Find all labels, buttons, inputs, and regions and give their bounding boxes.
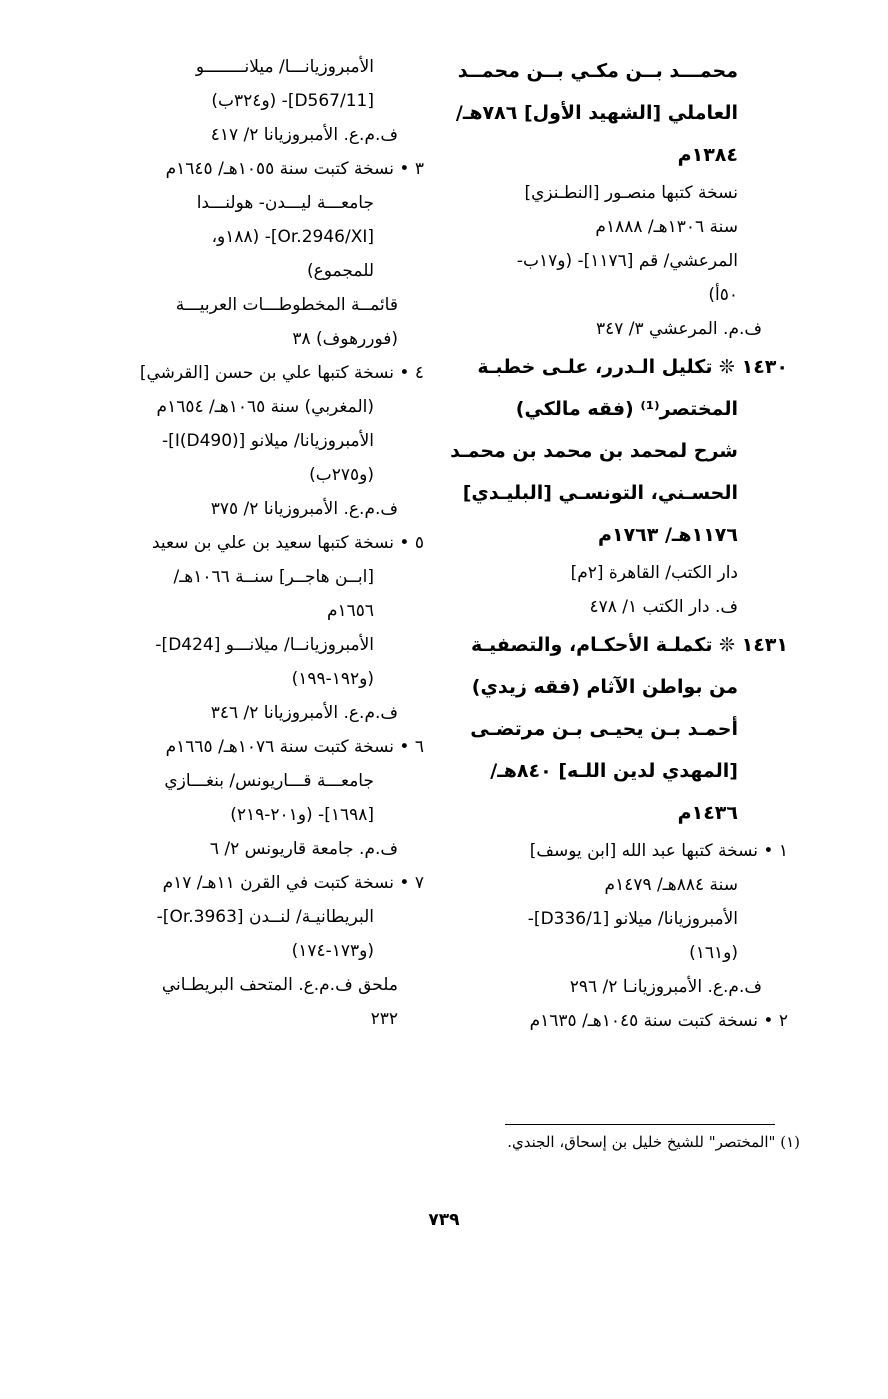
left-column-line: ملحق ف.م.ع. المتحف البريطـاني [161,975,398,995]
left-column-line: ٢٣٢ [370,1009,398,1029]
left-column-line: الأمبروزيانـــا/ ميلانــــــــو [195,57,374,77]
left-column-line: (فوررهوف) ٣٨ [292,329,398,349]
right-column-line: (و١٦١) [689,943,738,963]
left-column-line: ٣ • نسخة كتبت سنة ١٠٥٥هـ/ ١٦٤٥م [165,159,424,179]
left-column-line: للمجموع) [307,261,374,281]
left-column-line: ف.م.ع. الأمبروزيانا ٢/ ٤١٧ [210,125,398,145]
right-column-line: ٥٠أ) [708,285,738,305]
right-column [450,50,788,1038]
left-column-line: [١٦٩٨]- (و٢٠١-٢١٩) [230,805,374,825]
left-column-line: ف.م.ع. الأمبروزيانا ٢/ ٣٤٦ [210,703,398,723]
right-column-line: شرح لمحمد بن محمد بن محمـد [450,440,738,462]
right-column-line: ١ • نسخة كتبها عبد الله [ابن يوسف] [529,841,788,861]
left-column-line: [D567/11]- (و٣٢٤ب) [211,91,374,111]
right-column-line: ١٤٣١ ❊ تكملـة الأحكـام، والتصفيـة [470,634,788,656]
right-column-line: ١٣٨٤م [677,144,738,166]
right-column-line: الحسـني، التونسـي [البليـدي] [462,482,738,504]
left-column-line: (و١٧٣-١٧٤) [291,941,374,961]
page-number: ٧٣٩ [428,1210,460,1230]
right-column-line: أحمـد بـن يحيـى بـن مرتضـى [470,718,738,740]
right-column-line: من بواطن الآثام (فقه زيدي) [471,676,738,698]
right-column-line: سنة ٨٨٤هـ/ ١٤٧٩م [604,875,738,895]
left-column-line: ف.م. جامعة قاريونس ٢/ ٦ [209,839,398,859]
right-column-line: الأمبروزيانا/ ميلانو [D336/1]- [527,909,738,929]
left-column-line: جامعـــة ليـــدن- هولنـــدا [196,193,374,213]
left-column-line: ١٦٥٦م [326,601,374,621]
left-column-line: البريطانيـة/ لنــدن [Or.3963]- [156,907,374,927]
right-column-line: نسخة كتبها منصـور [النطـنزي] [524,183,738,203]
left-column-line: جامعـــة قـــاريونس/ بنغـــازي [164,771,374,791]
right-column-line: ف.م. المرعشي ٣/ ٣٤٧ [595,319,762,339]
right-column-line: ١١٧٦هـ/ ١٧٦٣م [598,524,738,546]
footnote-separator [505,1124,775,1125]
left-column-line: [ابــن هاجــر] سنــة ١٠٦٦هـ/ [173,567,374,587]
left-column-line: [Or.2946/XI]- (١٨٨و، [211,227,374,247]
left-column-line: (و١٩٢-١٩٩) [291,669,374,689]
right-column-line: ١٤٣٦م [677,802,738,824]
right-column-line: المختصر⁽¹⁾ (فقه مالكي) [515,398,738,420]
right-column-line: ١٤٣٠ ❊ تكليل الـدرر، علـى خطبـة [477,356,788,378]
left-column [84,50,424,1036]
left-column-line: ٥ • نسخة كتبها سعيد بن علي بن سعيد [151,533,424,553]
left-column-line: (المغربي) سنة ١٠٦٥هـ/ ١٦٥٤م [156,397,374,417]
left-column-line: ف.م.ع. الأمبروزيانا ٢/ ٣٧٥ [210,499,398,519]
left-column-line: ٧ • نسخة كتبت في القرن ١١هـ/ ١٧م [162,873,424,893]
right-column-line: سنة ١٣٠٦هـ/ ١٨٨٨م [595,217,738,237]
left-column-line: الأمبروزيانا/ ميلانو [I(D490)]- [162,431,374,451]
footnote: (١) "المختصر" للشيخ خليل بن إسحاق، الجندي. [507,1133,800,1151]
right-column-line: العاملي [الشهيد الأول] ٧٨٦هـ/ [455,102,738,124]
right-column-line: ف. دار الكتب ١/ ٤٧٨ [589,597,738,617]
left-column-line: ٤ • نسخة كتبها علي بن حسن [القرشي] [139,363,424,383]
right-column-line: [المهدي لدين اللـه] ٨٤٠هـ/ [490,760,738,782]
right-column-line: ٢ • نسخة كتبت سنة ١٠٤٥هـ/ ١٦٣٥م [529,1011,788,1031]
left-column-line: (و٢٧٥ب) [309,465,374,485]
right-column-line: ف.م.ع. الأمبروزيانـا ٢/ ٢٩٦ [569,977,762,997]
right-column-line: المرعشي/ قم [١١٧٦]- (و١٧ب- [516,251,738,271]
left-column-line: الأمبروزيانــا/ ميلانـــو [D424]- [155,635,374,655]
left-column-line: ٦ • نسخة كتبت سنة ١٠٧٦هـ/ ١٦٦٥م [165,737,424,757]
left-column-line: قائمــة المخطوطـــات العربيـــة [175,295,398,315]
right-column-line: دار الكتب/ القاهرة [٢م] [570,563,738,583]
right-column-line: محمـــد بــن مكـي بــن محمــد [457,60,738,82]
